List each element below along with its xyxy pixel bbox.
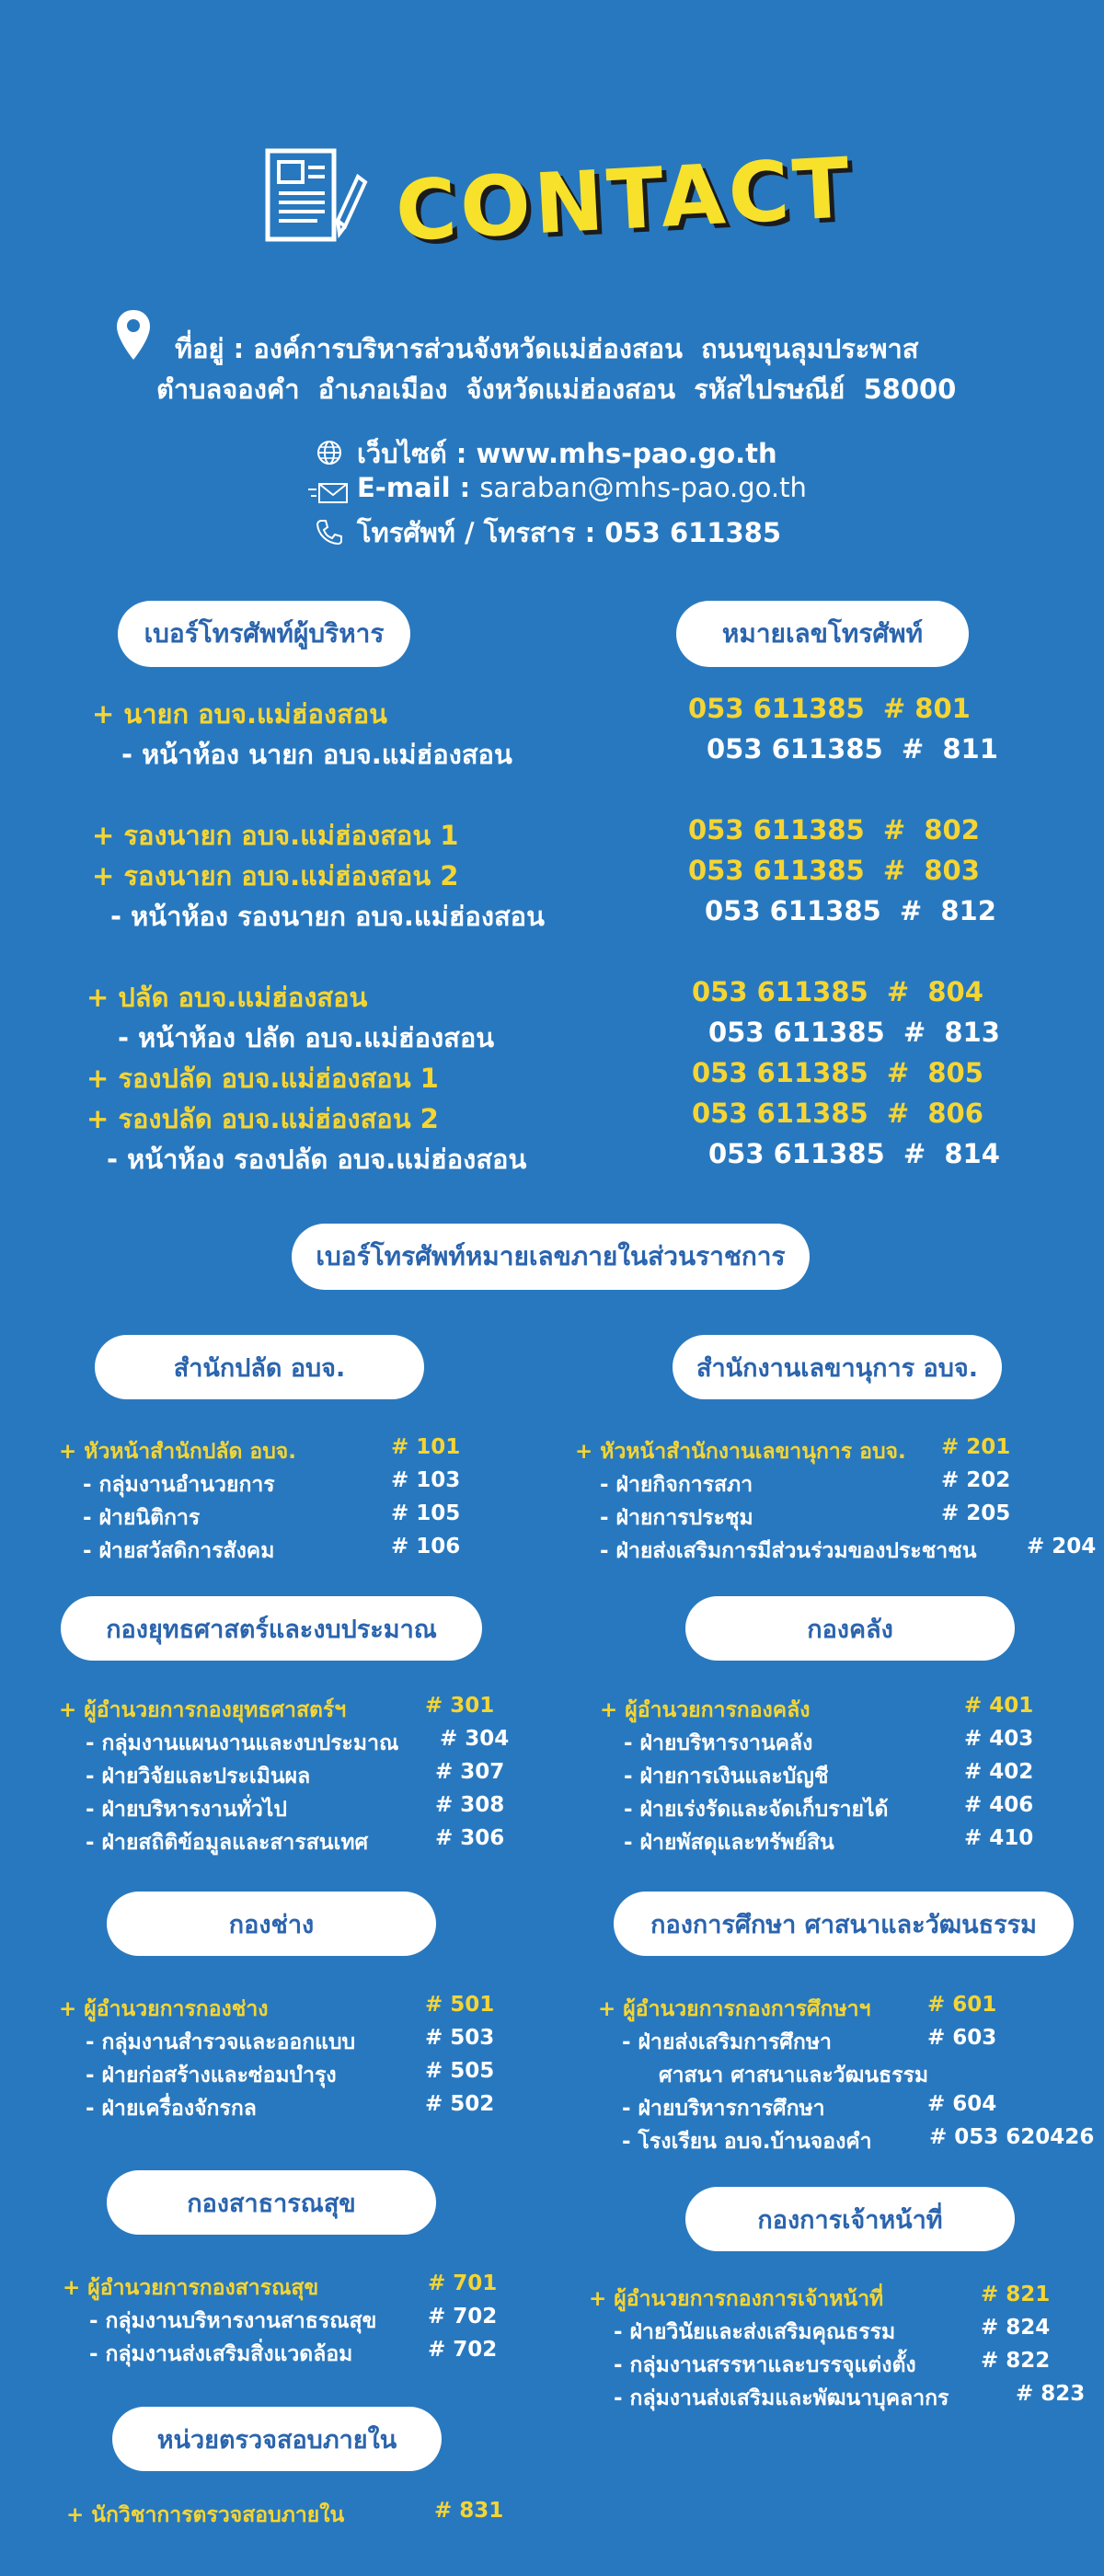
section-item-extension: # 822 xyxy=(981,2349,1051,2373)
section-item-extension: # 402 xyxy=(964,1760,1034,1784)
phone-text: โทรศัพท์ / โทรสาร : 053 611385 xyxy=(357,517,782,548)
exec-phone-number: 053 611385 # 813 xyxy=(708,1017,1000,1048)
exec-name: + รองนายก อบจ.แม่ฮ่องสอน 2 xyxy=(92,860,459,891)
section-item-name: - ฝ่ายส่งเสริมการมีส่วนร่วมของประชาชน xyxy=(600,1539,977,1563)
internal-phone-header-pill: เบอร์โทรศัพท์หมายเลขภายในส่วนราชการ xyxy=(292,1224,810,1290)
section-item-name: + ผู้อำนวยการกองคลัง xyxy=(600,1698,811,1722)
section-item-extension: # 403 xyxy=(964,1727,1034,1751)
exec-name: - หน้าห้อง นายก อบจ.แม่ฮ่องสอน xyxy=(121,739,512,770)
exec-phone-header-pill: เบอร์โทรศัพท์ผู้บริหาร xyxy=(118,601,410,667)
section-item-name: + หัวหน้าสำนักงานเลขานุการ อบจ. xyxy=(575,1440,906,1464)
exec-name: + นายก อบจ.แม่ฮ่องสอน xyxy=(92,698,388,730)
exec-phone-number: 053 611385 # 814 xyxy=(708,1138,1000,1169)
section-item-extension: # 603 xyxy=(927,2026,997,2050)
section-item-name: - ฝ่ายพัสดุและทรัพย์สิน xyxy=(624,1831,834,1855)
section-item-name: - กลุ่มงานสรรหาและบรรจุแต่งตั้ง xyxy=(614,2353,916,2377)
section-item-name: + ผู้อำนวยการกองสารณสุข xyxy=(63,2276,319,2300)
section-item-name: - กลุ่มงานอำนวยการ xyxy=(83,1473,275,1497)
section-item-extension: # 505 xyxy=(425,2059,495,2083)
section-item-name: - ฝ่ายวิจัยและประเมินผล xyxy=(86,1765,311,1788)
section-item-extension: # 204 xyxy=(1027,1535,1097,1558)
section-item-name: - กลุ่มงานบริหารงานสาธรณสุข xyxy=(89,2309,377,2333)
section-title-pill: กองการศึกษา ศาสนาและวัฒนธรรม xyxy=(614,1892,1074,1956)
section-item-name: + หัวหน้าสำนักปลัด อบจ. xyxy=(59,1440,297,1464)
section-item-extension: # 410 xyxy=(964,1826,1034,1850)
section-item-name: + ผู้อำนวยการกองการศึกษาฯ xyxy=(598,1997,871,2021)
section-item-extension: # 205 xyxy=(941,1501,1011,1525)
section-item-name: - กลุ่มงานส่งเสริมและพัฒนาบุคลากร xyxy=(614,2386,949,2410)
globe-icon xyxy=(316,439,343,466)
section-item-name: ศาสนา ศาสนาและวัฒนธรรม xyxy=(644,2064,928,2087)
website-link[interactable]: เว็บไซต์ : www.mhs-pao.go.th xyxy=(357,438,777,469)
email-row[interactable] xyxy=(357,472,807,503)
section-item-name: - ฝ่ายการเงินและบัญชี xyxy=(624,1765,829,1788)
section-item-extension: # 601 xyxy=(927,1993,997,2017)
exec-name: + รองปลัด อบจ.แม่ฮ่องสอน 2 xyxy=(86,1103,439,1134)
section-item-extension: # 702 xyxy=(428,2338,498,2362)
section-item-name: - โรงเรียน อบจ.บ้านจองคำ xyxy=(622,2130,872,2154)
exec-phone-number: 053 611385 # 805 xyxy=(692,1057,983,1088)
exec-phone-number: 053 611385 # 802 xyxy=(688,814,980,845)
mail-icon xyxy=(308,481,349,505)
section-item-name: - ฝ่ายวินัยและส่งเสริมคุณธรรม xyxy=(614,2320,896,2344)
section-item-extension: # 053 620426 xyxy=(929,2125,1095,2149)
section-item-name: - กลุ่มงานสำรวจและออกแบบ xyxy=(86,2030,356,2054)
section-item-name: + ผู้อำนวยการกองยุทธศาสตร์ฯ xyxy=(59,1698,347,1722)
section-item-name: - ฝ่ายบริหารงานทั่วไป xyxy=(86,1798,287,1822)
exec-phone-number: 053 611385 # 811 xyxy=(707,733,998,765)
section-item-extension: # 701 xyxy=(428,2271,498,2295)
section-title-pill: กองช่าง xyxy=(107,1892,436,1956)
page-title: CONTACT xyxy=(393,140,856,260)
section-item-name: - ฝ่ายเร่งรัดและจัดเก็บรายได้ xyxy=(624,1798,889,1822)
exec-name: - หน้าห้อง รองปลัด อบจ.แม่ฮ่องสอน xyxy=(107,1144,527,1175)
exec-phone-number: 053 611385 # 803 xyxy=(688,855,980,886)
section-title-pill: สำนักงานเลขานุการ อบจ. xyxy=(673,1335,1002,1399)
email-value[interactable]: saraban@mhs-pao.go.th xyxy=(479,472,807,503)
section-item-extension: # 301 xyxy=(425,1694,495,1718)
section-item-name: - ฝ่ายการประชุม xyxy=(600,1506,753,1530)
section-item-extension: # 103 xyxy=(391,1468,461,1492)
exec-name: - หน้าห้อง รองนายก อบจ.แม่ฮ่องสอน xyxy=(110,901,545,932)
section-item-name: - ฝ่ายก่อสร้างและซ่อมบำรุง xyxy=(86,2064,337,2087)
section-item-name: + ผู้อำนวยการกองช่าง xyxy=(59,1997,269,2021)
section-item-extension: # 105 xyxy=(391,1501,461,1525)
section-item-name: - ฝ่ายนิติการ xyxy=(83,1506,201,1530)
section-item-extension: # 503 xyxy=(425,2026,495,2050)
section-item-name: - ฝ่ายส่งเสริมการศึกษา xyxy=(622,2030,832,2054)
section-item-name: - ฝ่ายบริหารการศึกษา xyxy=(622,2097,825,2121)
section-item-name: - ฝ่ายกิจการสภา xyxy=(600,1473,753,1497)
section-item-extension: # 824 xyxy=(981,2316,1051,2340)
address-line-1: ที่อยู่ : องค์การบริหารส่วนจังหวัดแม่ฮ่องสอน ถนนขุนลุมประพาส xyxy=(175,333,919,364)
section-item-name: - ฝ่ายสวัสดิการสังคม xyxy=(83,1539,275,1563)
section-item-extension: # 201 xyxy=(941,1435,1011,1459)
section-item-extension: # 304 xyxy=(440,1727,510,1751)
email-label: E-mail : xyxy=(357,472,480,503)
section-item-extension: # 502 xyxy=(425,2092,495,2116)
exec-name: + รองปลัด อบจ.แม่ฮ่องสอน 1 xyxy=(86,1063,439,1094)
section-item-extension: # 106 xyxy=(391,1535,461,1558)
exec-name: - หน้าห้อง ปลัด อบจ.แม่ฮ่องสอน xyxy=(118,1022,495,1053)
exec-phone-number: 053 611385 # 806 xyxy=(692,1098,983,1129)
section-item-name: + นักวิชาการตรวจสอบภายใน xyxy=(66,2503,345,2527)
section-item-extension: # 202 xyxy=(941,1468,1011,1492)
section-item-name: - ฝ่ายสถิติข้อมูลและสารสนเทศ xyxy=(86,1831,369,1855)
exec-name: + รองนายก อบจ.แม่ฮ่องสอน 1 xyxy=(92,820,459,851)
section-item-extension: # 702 xyxy=(428,2305,498,2329)
section-item-extension: # 823 xyxy=(1016,2382,1086,2406)
section-title-pill: กองการเจ้าหน้าที่ xyxy=(685,2187,1015,2251)
section-title-pill: กองยุทธศาสตร์และงบประมาณ xyxy=(61,1596,482,1661)
section-item-name: - ฝ่ายเครื่องจักรกล xyxy=(86,2097,257,2121)
section-item-extension: # 306 xyxy=(435,1826,505,1850)
section-title-pill: หน่วยตรวจสอบภายใน xyxy=(112,2407,442,2471)
exec-phone-number: 053 611385 # 812 xyxy=(705,895,996,926)
section-title-pill: กองสาธารณสุข xyxy=(107,2170,436,2235)
section-title-pill: กองคลัง xyxy=(685,1596,1015,1661)
section-item-extension: # 307 xyxy=(435,1760,505,1784)
phone-number-header-pill: หมายเลขโทรศัพท์ xyxy=(676,601,969,667)
section-item-extension: # 406 xyxy=(964,1793,1034,1817)
section-item-name: - กลุ่มงานแผนงานและงบประมาณ xyxy=(86,1731,399,1755)
section-item-extension: # 308 xyxy=(435,1793,505,1817)
section-item-name: - กลุ่มงานส่งเสริมสิ่งแวดล้อม xyxy=(89,2342,353,2366)
exec-phone-number: 053 611385 # 804 xyxy=(692,976,983,1007)
phone-icon xyxy=(316,518,343,546)
exec-phone-number: 053 611385 # 801 xyxy=(688,693,971,724)
section-item-extension: # 604 xyxy=(927,2092,997,2116)
section-item-extension: # 101 xyxy=(391,1435,461,1459)
section-item-extension: # 821 xyxy=(981,2283,1051,2306)
section-item-extension: # 501 xyxy=(425,1993,495,2017)
section-item-name: + ผู้อำนวยการกองการเจ้าหน้าที่ xyxy=(589,2287,884,2311)
document-icon xyxy=(262,145,368,251)
exec-name: + ปลัด อบจ.แม่ฮ่องสอน xyxy=(86,982,368,1013)
location-pin-icon xyxy=(115,308,152,362)
address-line-2: ตำบลจองคำ อำเภอเมือง จังหวัดแม่ฮ่องสอน รหัสไปรษณีย์ 58000 xyxy=(156,374,957,405)
section-item-extension: # 831 xyxy=(434,2499,504,2523)
section-title-pill: สำนักปลัด อบจ. xyxy=(95,1335,424,1399)
section-item-name: - ฝ่ายบริหารงานคลัง xyxy=(624,1731,813,1755)
section-item-extension: # 401 xyxy=(964,1694,1034,1718)
